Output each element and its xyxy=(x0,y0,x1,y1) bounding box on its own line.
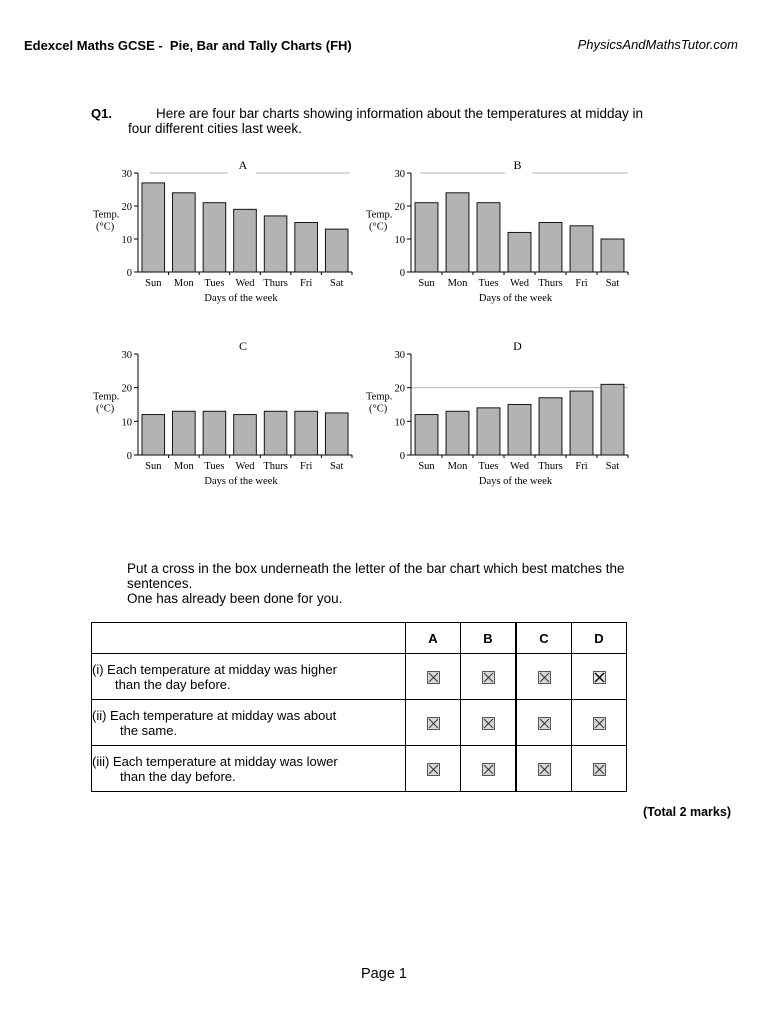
question-text-line-2: four different cities last week. xyxy=(128,121,302,136)
column-header-c: C xyxy=(516,623,572,654)
x-tick-label: Wed xyxy=(235,461,255,472)
y-tick-label: 0 xyxy=(399,451,405,462)
x-tick-label: Wed xyxy=(510,461,529,472)
bar xyxy=(601,384,624,455)
x-tick-label: Sun xyxy=(145,461,162,472)
answer-cell xyxy=(461,746,517,792)
x-tick-label: Tues xyxy=(204,461,225,472)
statement-line-1: (iii) Each temperature at midday was lower xyxy=(92,753,338,769)
answer-cell xyxy=(516,654,572,700)
answer-checkbox[interactable] xyxy=(482,717,495,730)
answer-cell xyxy=(461,654,517,700)
bar xyxy=(601,239,624,272)
x-tick-label: Thurs xyxy=(263,278,288,289)
statement-line-2: than the day before. xyxy=(115,676,231,692)
x-tick-label: Mon xyxy=(447,461,468,472)
bar xyxy=(508,232,531,272)
bar xyxy=(570,391,593,455)
column-header-b: B xyxy=(461,623,517,654)
answer-checkbox[interactable] xyxy=(593,717,606,730)
x-tick-label: Tues xyxy=(478,461,499,472)
column-header-d: D xyxy=(572,623,627,654)
bar xyxy=(234,415,257,455)
bar xyxy=(508,405,531,456)
bar xyxy=(325,413,348,455)
y-axis-unit: (°C) xyxy=(96,221,115,233)
x-tick-label: Mon xyxy=(447,278,468,289)
bar xyxy=(142,415,165,455)
x-tick-label: Sat xyxy=(605,278,620,289)
y-tick-label: 30 xyxy=(394,350,405,361)
answer-cell xyxy=(406,700,461,746)
page-number: Page 1 xyxy=(361,966,407,982)
bar xyxy=(203,203,226,272)
y-axis-label: Temp. xyxy=(366,391,393,403)
x-tick-label: Sat xyxy=(330,278,344,289)
x-tick-label: Sun xyxy=(145,278,162,289)
x-tick-label: Tues xyxy=(478,278,499,289)
bar xyxy=(295,411,318,455)
chart-title: C xyxy=(238,339,248,353)
instructions-line-3: One has already been done for you. xyxy=(127,591,343,606)
answer-checkbox[interactable] xyxy=(538,763,551,776)
chart-title: D xyxy=(513,339,522,353)
y-tick-label: 10 xyxy=(394,235,405,246)
y-axis-unit: (°C) xyxy=(96,403,115,415)
y-tick-label: 20 xyxy=(394,383,405,395)
bar xyxy=(446,411,469,455)
question-number: Q1. xyxy=(91,106,112,121)
statement-i xyxy=(92,654,406,700)
statement-ii xyxy=(92,700,406,746)
x-tick-label: Thurs xyxy=(538,461,563,472)
answer-checkbox[interactable] xyxy=(427,717,440,730)
answer-checkbox[interactable] xyxy=(427,671,440,684)
table-row xyxy=(92,700,627,746)
x-axis-label: Days of the week xyxy=(204,293,278,304)
x-tick-label: Sat xyxy=(605,461,620,472)
x-tick-label: Fri xyxy=(300,461,313,472)
x-tick-label: Sun xyxy=(418,278,435,289)
instructions xyxy=(127,561,687,606)
answer-cell xyxy=(406,654,461,700)
document-header-title: Edexcel Maths GCSE - Pie, Bar and Tally Charts (FH) xyxy=(24,38,352,53)
bar xyxy=(173,193,196,272)
bar xyxy=(415,415,438,455)
x-tick-label: Thurs xyxy=(538,278,563,289)
statement-line-2: than the day before. xyxy=(120,768,236,784)
bar xyxy=(325,229,348,272)
bar xyxy=(415,203,438,272)
y-tick-label: 20 xyxy=(121,383,132,395)
y-axis-label: Temp. xyxy=(366,209,393,221)
answer-checkbox[interactable] xyxy=(482,763,495,776)
table-row xyxy=(92,654,627,700)
answer-cell xyxy=(516,700,572,746)
answer-cell xyxy=(461,700,517,746)
column-header-a: A xyxy=(406,623,461,654)
y-tick-label: 20 xyxy=(394,202,405,213)
bar xyxy=(173,411,196,455)
y-tick-label: 10 xyxy=(394,417,405,429)
table-row xyxy=(92,746,627,792)
x-tick-label: Wed xyxy=(510,278,529,289)
bar xyxy=(264,216,287,272)
statement-line-1: (ii) Each temperature at midday was about xyxy=(92,707,337,723)
y-tick-label: 0 xyxy=(126,451,132,462)
answer-cell xyxy=(516,746,572,792)
y-tick-label: 20 xyxy=(121,202,132,213)
x-axis-label: Days of the week xyxy=(478,293,553,304)
answer-checkbox-marked[interactable] xyxy=(593,671,606,684)
answer-cell xyxy=(572,746,627,792)
x-axis-label: Days of the week xyxy=(204,476,278,487)
x-tick-label: Sun xyxy=(418,461,435,472)
y-axis-unit: (°C) xyxy=(369,403,388,415)
bar xyxy=(203,411,226,455)
answer-table-header xyxy=(92,623,627,654)
x-tick-label: Fri xyxy=(575,278,588,289)
x-tick-label: Wed xyxy=(235,278,255,289)
bar xyxy=(234,209,257,272)
bar xyxy=(539,223,562,273)
answer-checkbox[interactable] xyxy=(482,671,495,684)
total-marks: (Total 2 marks) xyxy=(643,805,731,819)
chart-title: B xyxy=(513,158,522,172)
x-tick-label: Fri xyxy=(575,461,588,472)
bar xyxy=(539,398,562,455)
y-tick-label: 30 xyxy=(394,169,405,180)
y-axis-label: Temp. xyxy=(93,209,120,221)
x-tick-label: Fri xyxy=(300,278,313,289)
x-tick-label: Sat xyxy=(330,461,344,472)
x-tick-label: Mon xyxy=(173,278,194,289)
y-tick-label: 10 xyxy=(121,235,132,246)
x-axis-label: Days of the week xyxy=(478,476,553,487)
bar xyxy=(142,183,165,272)
answer-checkbox[interactable] xyxy=(538,671,551,684)
statement-line-2: the same. xyxy=(120,722,178,738)
x-tick-label: Tues xyxy=(204,278,225,289)
statement-line-1: (i) Each temperature at midday was higher xyxy=(92,661,337,677)
chart-title: A xyxy=(238,158,248,172)
bar xyxy=(264,411,287,455)
answer-checkbox[interactable] xyxy=(593,763,606,776)
x-tick-label: Mon xyxy=(173,461,194,472)
y-tick-label: 0 xyxy=(126,268,132,279)
answer-checkbox[interactable] xyxy=(427,763,440,776)
y-axis-unit: (°C) xyxy=(369,221,388,233)
answer-checkbox[interactable] xyxy=(538,717,551,730)
answer-cell xyxy=(406,746,461,792)
header-blank-cell xyxy=(92,623,406,654)
instructions-line-1: Put a cross in the box underneath the letter of the bar chart which best matches the xyxy=(127,561,625,576)
statement-iii xyxy=(92,746,406,792)
bar xyxy=(477,408,500,455)
answer-cell xyxy=(572,700,627,746)
y-tick-label: 30 xyxy=(121,169,132,180)
instructions-line-2: sentences. xyxy=(127,576,193,591)
y-axis-label: Temp. xyxy=(93,391,120,403)
bar xyxy=(570,226,593,272)
answer-cell xyxy=(572,654,627,700)
bar xyxy=(295,223,318,273)
bar xyxy=(477,203,500,272)
question-text-line-1: Here are four bar charts showing information about the temperatures at midday in xyxy=(156,106,644,121)
answer-table xyxy=(91,622,627,792)
x-tick-label: Thurs xyxy=(263,461,288,472)
site-name: PhysicsAndMathsTutor.com xyxy=(577,37,738,52)
y-tick-label: 0 xyxy=(399,268,405,279)
bar xyxy=(446,193,469,272)
y-tick-label: 10 xyxy=(121,417,132,429)
y-tick-label: 30 xyxy=(121,350,132,361)
